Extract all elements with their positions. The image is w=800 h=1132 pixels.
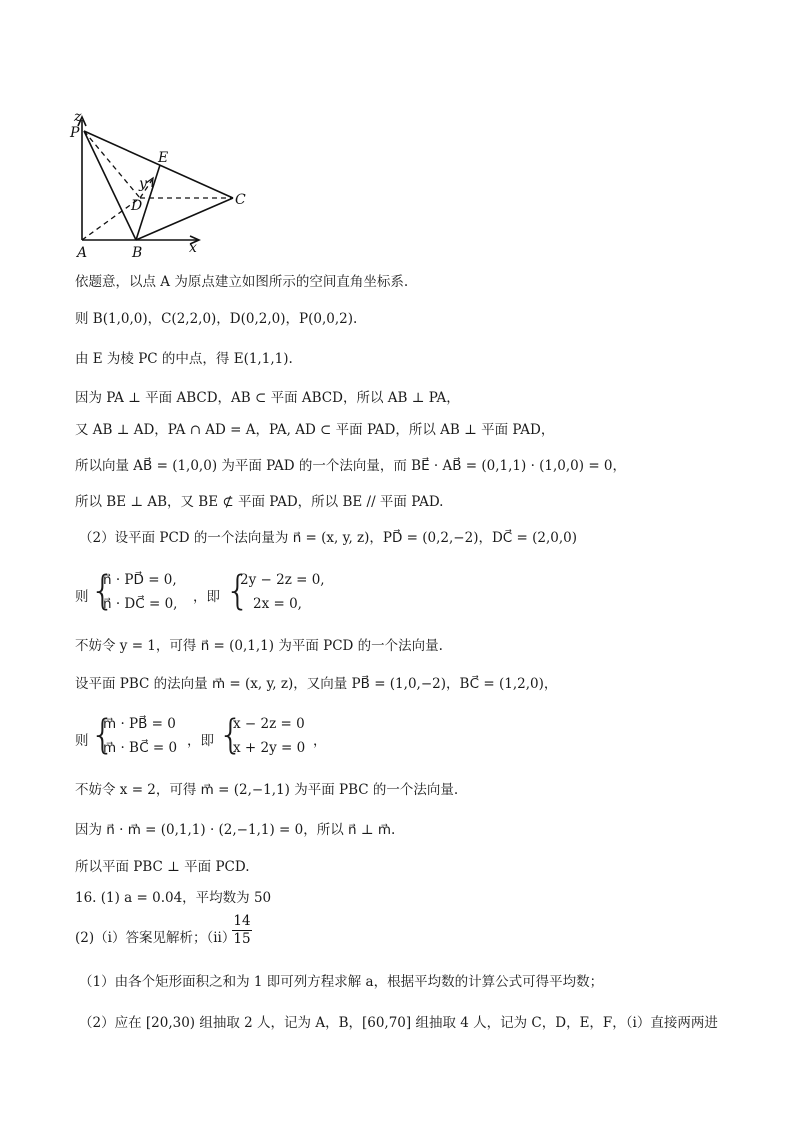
sys-row: 2x = 0, xyxy=(253,596,302,612)
left-brace: { xyxy=(218,712,244,758)
label-D: D xyxy=(131,198,143,214)
left-brace: { xyxy=(90,712,116,758)
sys-row: n⃗ · DC⃗ = 0, xyxy=(103,596,178,612)
label-x: x xyxy=(189,240,197,256)
left-brace: { xyxy=(225,568,251,614)
label-P: P xyxy=(70,125,80,141)
sys-prefix: 则 xyxy=(75,589,89,605)
text-line: 所以平面 PBC ⊥ 平面 PCD. xyxy=(75,859,250,875)
text-line: 不妨令 x = 2，可得 m⃗ = (2,−1,1) 为平面 PBC 的一个法向量. xyxy=(75,782,459,798)
text-line: 不妨令 y = 1，可得 n⃗ = (0,1,1) 为平面 PCD 的一个法向量. xyxy=(75,638,443,654)
text-line: 所以向量 AB⃗ = (1,0,0) 为平面 PAD 的一个法向量，而 BE⃗ · AB⃗ = (0,1,1) · (1,0,0) = 0， xyxy=(75,458,627,474)
text-line: 设平面 PBC 的法向量 m⃗ = (x, y, z)，又向量 PB⃗ = (1,0,−2)，BC⃗ = (1,2,0)， xyxy=(75,676,558,692)
text-line: （1）由各个矩形面积之和为 1 即可列方程求解 a，根据平均数的计算公式可得平均数； xyxy=(79,974,604,990)
label-C: C xyxy=(235,192,246,208)
label-y: y xyxy=(139,176,147,192)
text-line: （2）应在 [20,30) 组抽取 2 人，记为 A，B，[60,70] 组抽取 4 人，记为 C，D，E，F，（i）直接两两进 xyxy=(79,1015,718,1031)
fraction-denominator: 15 xyxy=(233,931,251,947)
sys-prefix: 则 xyxy=(75,733,89,749)
text-line: 由 E 为棱 PC 的中点，得 E(1,1,1). xyxy=(75,351,293,367)
fraction xyxy=(232,913,252,948)
edge-PB xyxy=(84,131,136,240)
text-line: 又 AB ⊥ AD，PA ∩ AD = A，PA, AD ⊂ 平面 PAD，所以 AB ⊥ 平面 PAD， xyxy=(75,422,555,438)
text-line: 16. (1) a = 0.04，平均数为 50 xyxy=(75,890,272,906)
sys-row: x − 2z = 0 xyxy=(233,716,305,732)
sys-connector: ，即 xyxy=(193,589,220,605)
equation-system-pbc xyxy=(75,714,375,764)
label-B: B xyxy=(132,245,143,260)
text-line: 依题意，以点 A 为原点建立如图所示的空间直角坐标系. xyxy=(75,274,409,290)
text-line: 因为 n⃗ · m⃗ = (0,1,1) · (2,−1,1) = 0，所以 n⃗ ⊥ m⃗. xyxy=(75,822,396,838)
y-axis-arrow xyxy=(146,178,153,187)
sys-row: 2y − 2z = 0, xyxy=(240,572,325,588)
left-brace: { xyxy=(90,568,116,614)
label-E: E xyxy=(158,150,169,166)
coordinate-figure xyxy=(0,0,800,260)
text-line: (2)（i）答案见解析；（ii） xyxy=(75,930,236,946)
sys-row: m⃗ · BC⃗ = 0 xyxy=(103,740,178,756)
label-z: z xyxy=(74,109,82,125)
sys-row: m⃗ · PB⃗ = 0 xyxy=(103,716,176,732)
sys-row: n⃗ · PD⃗ = 0, xyxy=(103,572,177,588)
sys-row: x + 2y = 0 xyxy=(233,740,306,756)
text-line: 则 B(1,0,0)，C(2,2,0)，D(0,2,0)，P(0,0,2). xyxy=(75,311,358,327)
text-line: （2）设平面 PCD 的一个法向量为 n⃗ = (x, y, z)，PD⃗ = (0,2,−2)，DC⃗ = (2,0,0) xyxy=(79,530,578,546)
equation-system-pcd xyxy=(75,570,375,620)
label-A: A xyxy=(77,245,88,260)
sys-suffix: ， xyxy=(313,733,327,749)
text-line: 因为 PA ⊥ 平面 ABCD，AB ⊂ 平面 ABCD，所以 AB ⊥ PA， xyxy=(75,390,460,406)
edge-BC xyxy=(136,198,233,240)
text-line: 所以 BE ⊥ AB，又 BE ⊄ 平面 PAD，所以 BE // 平面 PAD. xyxy=(75,494,444,510)
fraction-numerator: 14 xyxy=(233,913,251,929)
sys-connector: ，即 xyxy=(187,733,214,749)
